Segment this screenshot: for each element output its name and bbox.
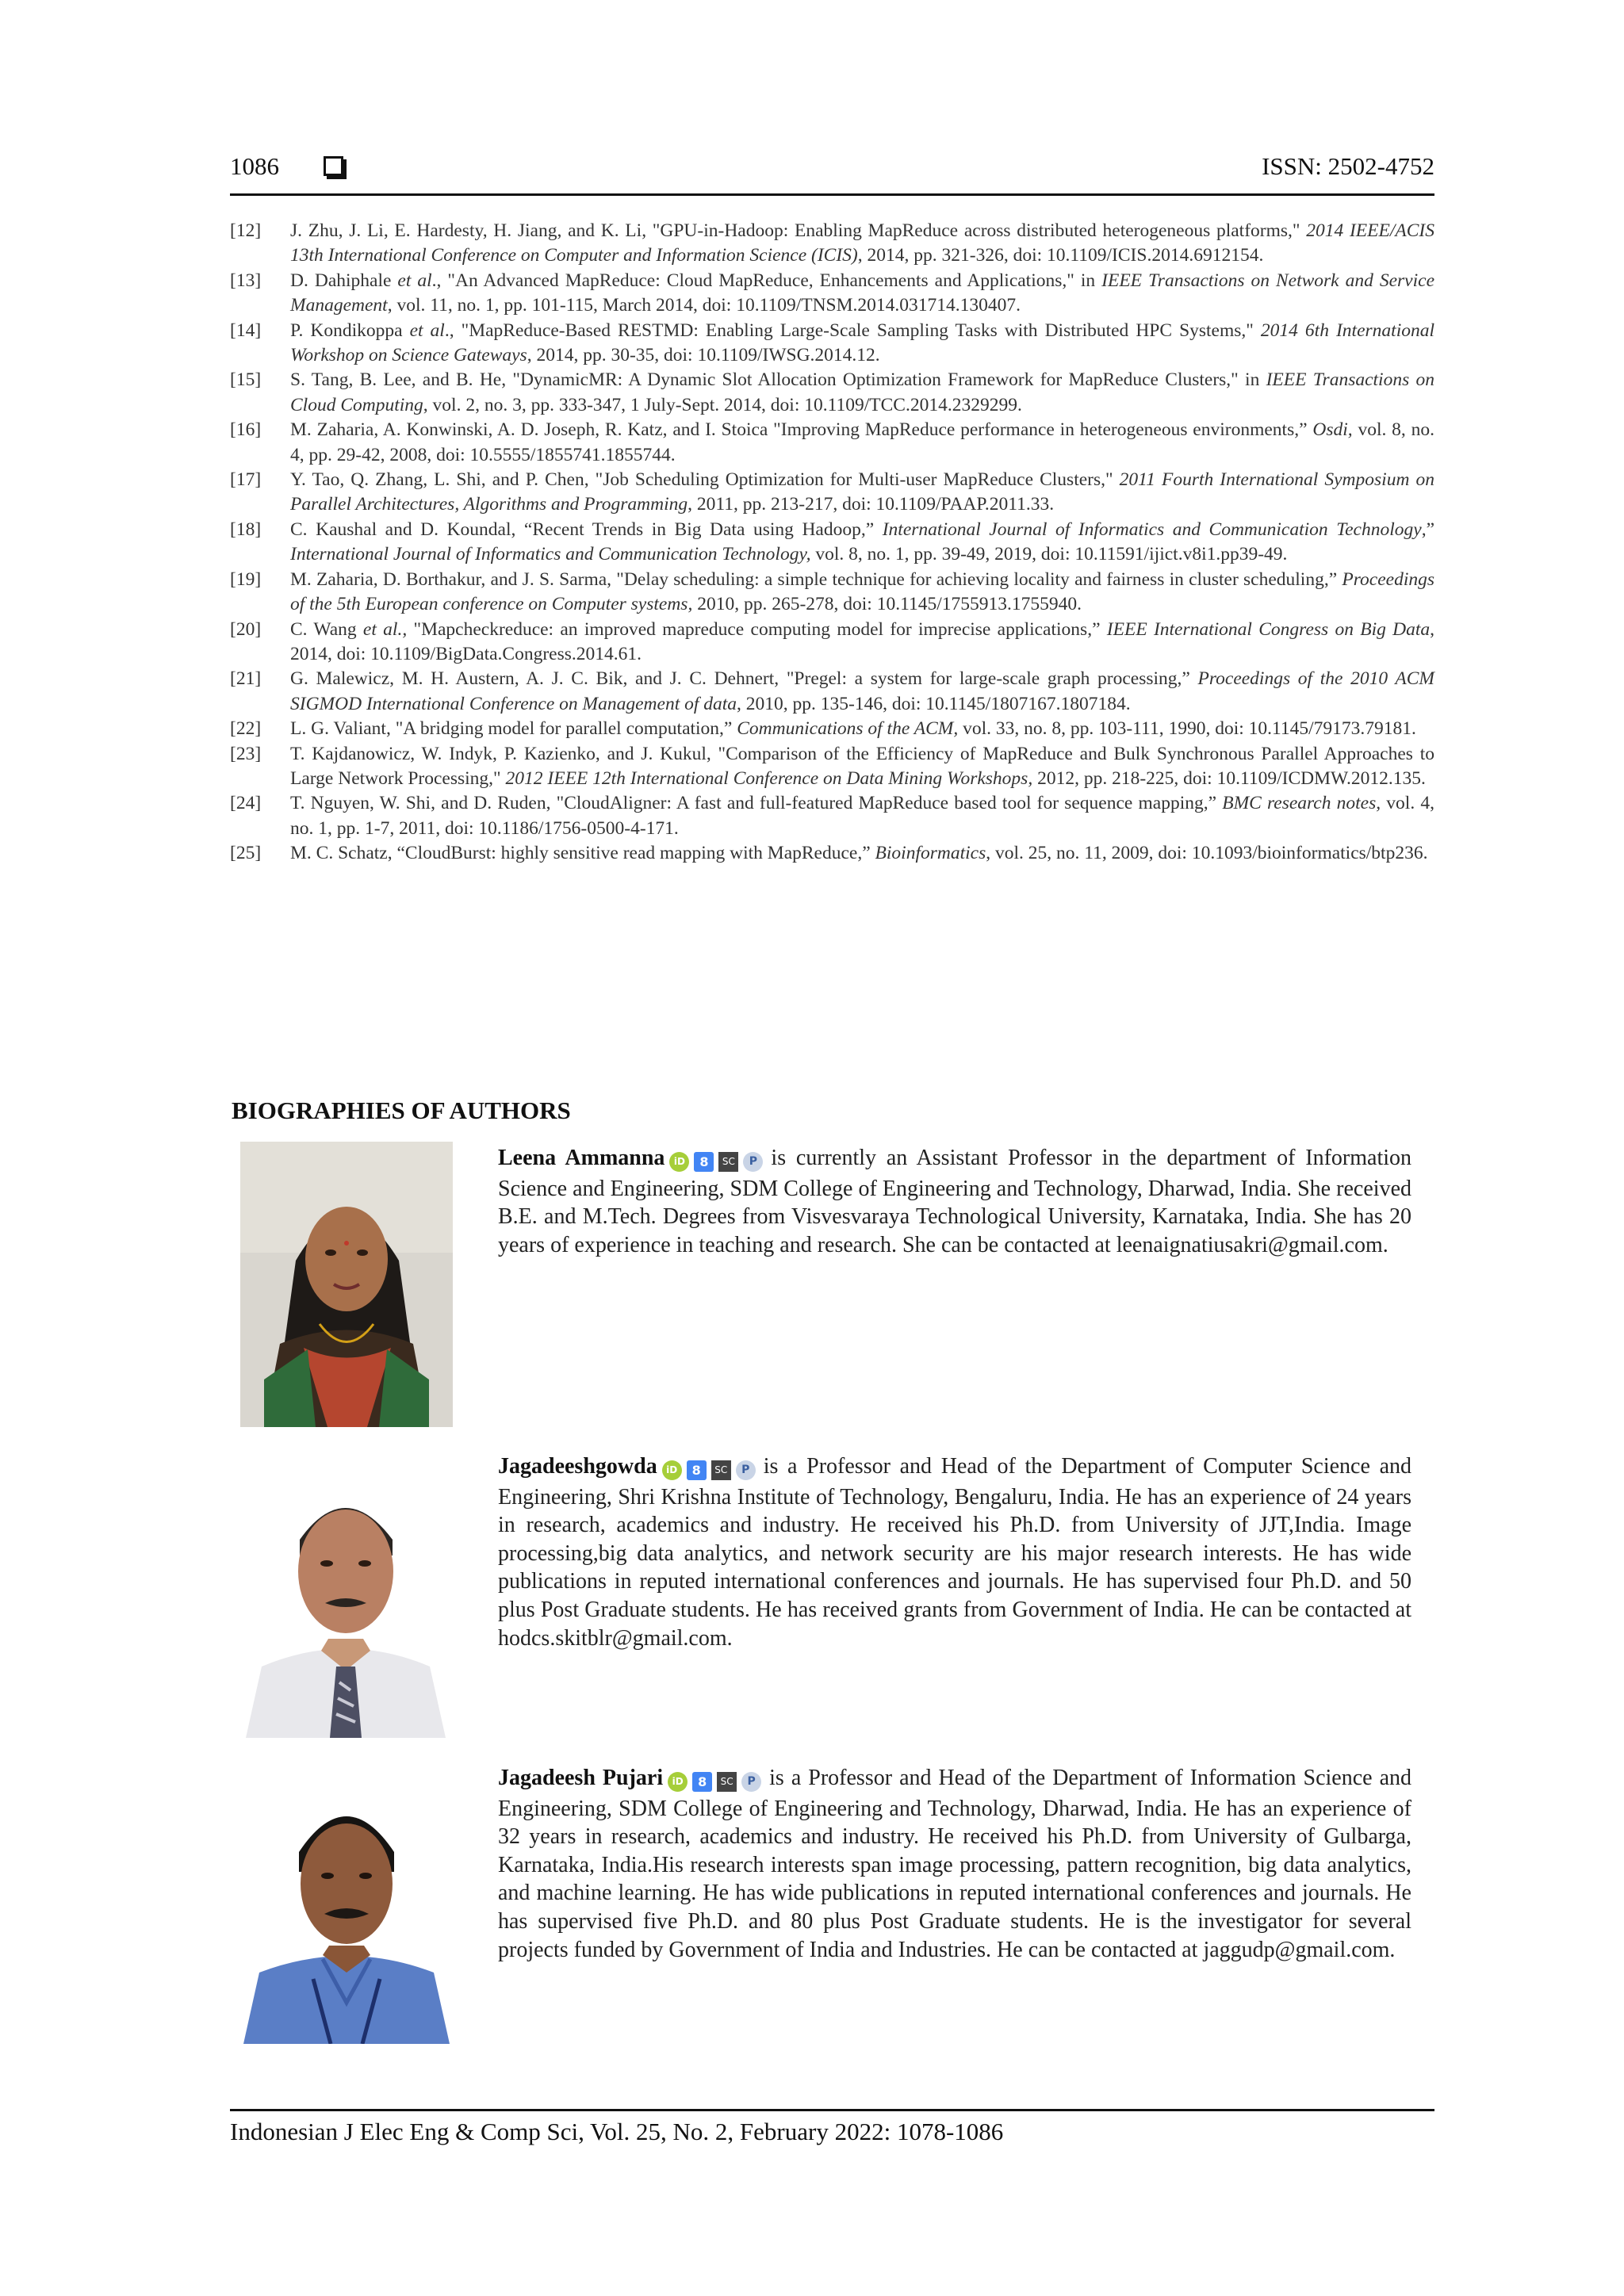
reference-text: G. Malewicz, M. H. Austern, A. J. C. Bik, and J. C. Dehnert, "Pregel: a system for large-scale graph processing,” Proceedings of the 2010 ACM SIGMOD International Conference on Management of data, 2010, pp. 135-146, doi: 10.1145/1807167.1807184. bbox=[290, 668, 1435, 714]
reference-item bbox=[230, 667, 1434, 717]
reference-item bbox=[230, 568, 1434, 618]
reference-number: [23] bbox=[230, 743, 262, 764]
reference-text: P. Kondikoppa et al., "MapReduce-Based RESTMD: Enabling Large-Scale Sampling Tasks with Distributed HPC Systems," 2014 6th International Workshop on Science Gateways, 2014, pp. 30-35, doi: 10.1109/IWSG.2014.12. bbox=[290, 320, 1434, 366]
reference-number: [15] bbox=[230, 369, 262, 391]
reference-item bbox=[230, 791, 1434, 841]
reference-number: [16] bbox=[230, 419, 262, 441]
scopus-icon[interactable]: SC bbox=[717, 1772, 737, 1792]
checkbox-square-icon bbox=[324, 156, 343, 176]
author-bio-jagadeesh-pujari bbox=[498, 1764, 1411, 1964]
reference-text: M. C. Schatz, “CloudBurst: highly sensitive read mapping with MapReduce,” Bioinformatics, vol. 25, no. 11, 2009, doi: 10.1093/bioinformatics/btp236. bbox=[290, 843, 1428, 864]
reference-number: [21] bbox=[230, 668, 262, 690]
reference-text: T. Kajdanowicz, W. Indyk, P. Kazienko, and J. Kukul, "Comparison of the Efficiency of MapReduce and Bulk Synchronous Parallel Approaches to Large Network Processing," 2012 IEEE 12th International Conference on Data Mining Workshops, 2012, pp. 218-225, doi: 10.1109/ICDMW.2012.135. bbox=[290, 743, 1434, 789]
reference-number: [12] bbox=[230, 220, 262, 241]
reference-item bbox=[230, 368, 1434, 418]
author-photo-jagadeesh-pujari bbox=[236, 1765, 458, 2044]
reference-number: [17] bbox=[230, 469, 262, 491]
google-scholar-icon[interactable]: 8 bbox=[687, 1460, 707, 1480]
author-name: Jagadeesh Pujari bbox=[498, 1766, 664, 1790]
publons-icon[interactable]: P bbox=[736, 1460, 756, 1480]
author-bio-leena-ammanna bbox=[498, 1144, 1411, 1259]
author-bio-text: is a Professor and Head of the Department of Computer Science and Engineering, Shri Krishna Institute of Technology, Bengaluru, India. He has an experience of 24 years in research, academics and industry. He received his Ph.D. from University of JJT,India. Image processing,big data analytics, and network security are his major research interests. He has wide publications in reputed international conferences and journals. He has supervised four Ph.D. and 50 plus Post Graduate students. He has received grants from Government of India. He can be contacted at hodcs.skitblr@gmail.com. bbox=[498, 1454, 1411, 1651]
publons-icon[interactable]: P bbox=[743, 1152, 763, 1172]
reference-number: [25] bbox=[230, 843, 262, 864]
reference-number: [19] bbox=[230, 568, 262, 590]
author-name: Jagadeeshgowda bbox=[498, 1454, 657, 1479]
reference-item bbox=[230, 717, 1434, 741]
author-photo-jagadeeshgowda bbox=[230, 1452, 460, 1738]
author-photo-leena-ammanna bbox=[240, 1142, 453, 1427]
biographies-heading: BIOGRAPHIES OF AUTHORS bbox=[232, 1096, 571, 1124]
scopus-icon[interactable]: SC bbox=[718, 1152, 738, 1172]
publons-icon[interactable]: P bbox=[741, 1772, 761, 1792]
reference-number: [18] bbox=[230, 519, 262, 540]
orcid-icon[interactable]: iD bbox=[668, 1772, 688, 1792]
reference-list bbox=[230, 219, 1434, 867]
scopus-icon[interactable]: SC bbox=[711, 1460, 731, 1480]
author-bio-text: is a Professor and Head of the Department of Information Science and Engineering, SDM College of Engineering and Technology, Dharwad, India. He has an experience of 32 years in research, academics and industry. He received his Ph.D. from University of Gulbarga, Karnataka, India.His research interests span image processing, pattern recognition, big data analytics, and machine learning. He has wide publications in reputed international conferences and journals. He has supervised five Ph.D. and 80 plus Post Graduate students. He is the investigator for several projects funded by Government of India and Industries. He can be contacted at jaggudp@gmail.com. bbox=[498, 1766, 1412, 1962]
reference-text: Y. Tao, Q. Zhang, L. Shi, and P. Chen, "Job Scheduling Optimization for Multi-user MapReduce Clusters," 2011 Fourth International Symposium on Parallel Architectures, Algorithms and Programming, 2011, pp. 213-217, doi: 10.1109/PAAP.2011.33. bbox=[290, 469, 1434, 515]
reference-item bbox=[230, 518, 1434, 568]
journal-citation: Indonesian J Elec Eng & Comp Sci, Vol. 25, No. 2, February 2022: 1078-1086 bbox=[230, 2118, 1004, 2145]
page-header bbox=[230, 152, 1434, 196]
reference-number: [24] bbox=[230, 793, 262, 814]
reference-number: [14] bbox=[230, 320, 262, 341]
reference-item bbox=[230, 269, 1434, 319]
reference-item bbox=[230, 841, 1434, 866]
reference-item bbox=[230, 468, 1434, 518]
reference-text: T. Nguyen, W. Shi, and D. Ruden, "CloudAligner: A fast and full-featured MapReduce based tool for sequence mapping,” BMC research notes, vol. 4, no. 1, pp. 1-7, 2011, doi: 10.1186/1756-0500-4-171. bbox=[290, 793, 1434, 839]
author-bio-jagadeeshgowda bbox=[498, 1452, 1411, 1652]
reference-text: C. Kaushal and D. Koundal, “Recent Trends in Big Data using Hadoop,” International Journal of Informatics and Communication Technology,” International Journal of Informatics and Communication Technology, vol. 8, no. 1, pp. 39-49, 2019, doi: 10.11591/ijict.v8i1.pp39-49. bbox=[290, 519, 1435, 565]
reference-text: S. Tang, B. Lee, and B. He, "DynamicMR: A Dynamic Slot Allocation Optimization Framework for MapReduce Clusters," in IEEE Transactions on Cloud Computing, vol. 2, no. 3, pp. 333-347, 1 July-Sept. 2014, doi: 10.1109/TCC.2014.2329299. bbox=[290, 369, 1434, 415]
reference-text: J. Zhu, J. Li, E. Hardesty, H. Jiang, and K. Li, "GPU-in-Hadoop: Enabling MapReduce across distributed heterogeneous platforms," 2014 IEEE/ACIS 13th International Conference on Computer and Information Science (ICIS), 2014, pp. 321-326, doi: 10.1109/ICIS.2014.6912154. bbox=[290, 220, 1434, 266]
reference-text: L. G. Valiant, "A bridging model for parallel computation,” Communications of the ACM, vol. 33, no. 8, pp. 103-111, 1990, doi: 10.1145/79173.79181. bbox=[290, 718, 1416, 740]
orcid-icon[interactable]: iD bbox=[669, 1152, 689, 1172]
reference-text: M. Zaharia, D. Borthakur, and J. S. Sarma, "Delay scheduling: a simple technique for achieving locality and fairness in cluster scheduling,” Proceedings of the 5th European conference on Computer systems, 2010, pp. 265-278, doi: 10.1145/1755913.1755940. bbox=[290, 568, 1434, 615]
reference-number: [20] bbox=[230, 618, 262, 640]
reference-text: M. Zaharia, A. Konwinski, A. D. Joseph, R. Katz, and I. Stoica "Improving MapReduce performance in heterogeneous environments,” Osdi, vol. 8, no. 4, pp. 29-42, 2008, doi: 10.5555/1855741.1855744. bbox=[290, 419, 1434, 465]
reference-item bbox=[230, 742, 1434, 792]
page-number: 1086 bbox=[230, 152, 279, 180]
page-footer bbox=[230, 2109, 1434, 2145]
reference-number: [22] bbox=[230, 718, 262, 740]
reference-item bbox=[230, 219, 1434, 269]
orcid-icon[interactable]: iD bbox=[662, 1460, 682, 1480]
reference-text: D. Dahiphale et al., "An Advanced MapReduce: Cloud MapReduce, Enhancements and Applications," in IEEE Transactions on Network and Service Management, vol. 11, no. 1, pp. 101-115, March 2014, doi: 10.1109/TNSM.2014.031714.130407. bbox=[290, 270, 1434, 316]
reference-item bbox=[230, 418, 1434, 468]
reference-item bbox=[230, 618, 1434, 668]
google-scholar-icon[interactable]: 8 bbox=[692, 1772, 712, 1792]
reference-text: C. Wang et al., "Mapcheckreduce: an improved mapreduce computing model for imprecise applications,” IEEE International Congress on Big Data, 2014, doi: 10.1109/BigData.Congress.2014.61. bbox=[290, 618, 1435, 664]
google-scholar-icon[interactable]: 8 bbox=[694, 1152, 714, 1172]
issn-label: ISSN: 2502-4752 bbox=[1262, 152, 1434, 180]
author-bio-text: is currently an Assistant Professor in the department of Information Science and Engineering, SDM College of Engineering and Technology, Dharwad, India. She received B.E. and M.Tech. Degrees from Visvesvaraya Technological University, Karnataka, India. She has 20 years of experience in teaching and research. She can be contacted at leenaignatiusakri@gmail.com. bbox=[498, 1146, 1412, 1257]
author-name: Leena Ammanna bbox=[498, 1146, 665, 1170]
reference-number: [13] bbox=[230, 270, 262, 291]
reference-item bbox=[230, 319, 1434, 369]
